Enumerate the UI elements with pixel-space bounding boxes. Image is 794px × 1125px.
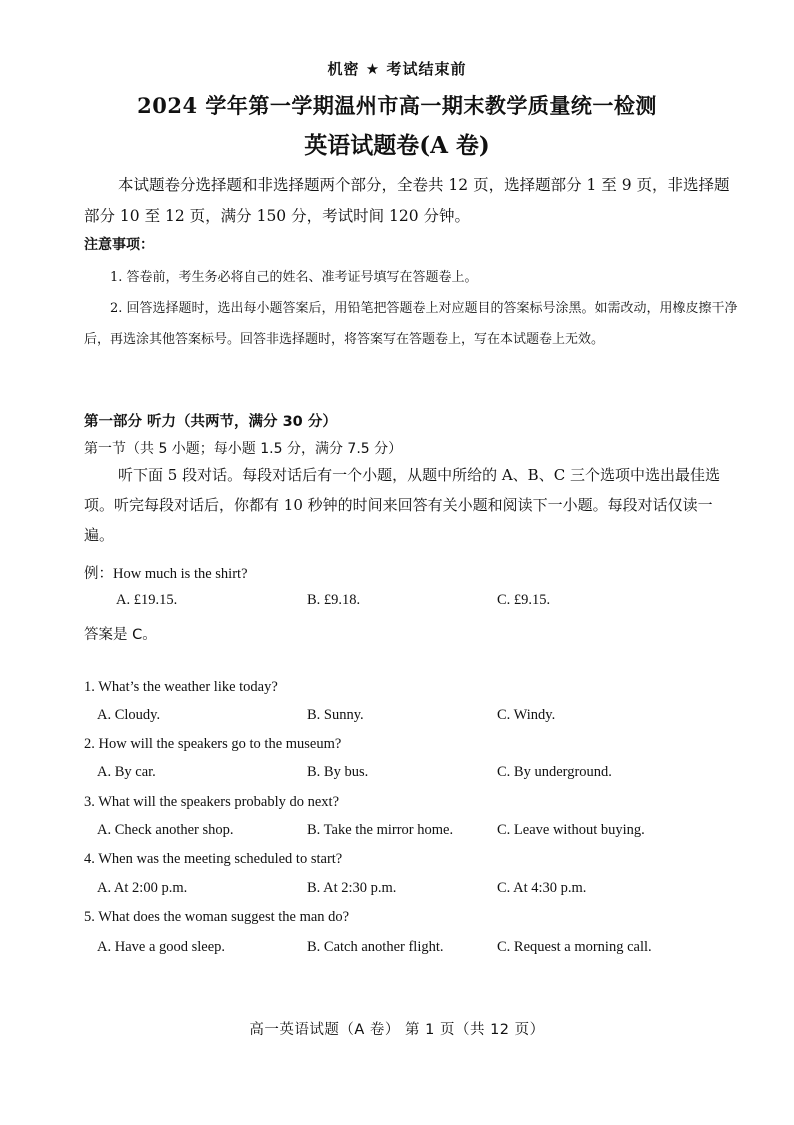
option-1b: B. Sunny.	[307, 707, 364, 723]
example-option-a: A. £19.15.	[116, 592, 178, 608]
option-1c: C. Windy.	[497, 707, 556, 723]
exam-title: 2024 学年第一学期温州市高一期末教学质量统一检测	[137, 93, 657, 118]
question-4: 4. When was the meeting scheduled to start?	[84, 851, 343, 867]
question-5: 5. What does the woman suggest the man do?	[84, 909, 350, 925]
example-question: 例：How much is the shirt?	[84, 566, 248, 582]
confidential-label: 机密 ★ 考试结束前	[327, 60, 467, 78]
notice-heading: 注意事项：	[84, 237, 154, 253]
notice-item: 2. 回答选择题时，选出每小题答案后，用铅笔把答题卷上对应题目的答案标号涂黑。如需改动，用橡皮擦干净后，再选涂其他答案标号。回答非选择题时，将答案写在答题卷上，写在本试题卷上无效。	[84, 301, 738, 347]
page-footer: 高一英语试题（A 卷） 第 1 页（共 12 页）	[249, 1022, 545, 1038]
option-2c: C. By underground.	[497, 764, 612, 780]
option-4c: C. At 4:30 p.m.	[497, 880, 587, 896]
option-4b: B. At 2:30 p.m.	[307, 880, 397, 896]
example-answer: 答案是 C。	[84, 627, 157, 643]
listening-directions: 听下面 5 段对话。每段对话后有一个小题，从题中所给的 A、B、C 三个选项中选出最佳选项。听完每段对话后，你都有 10 秒钟的时间来回答有关小题和阅读下一小题。每段对话仅读一遍。	[84, 466, 720, 544]
option-5c: C. Request a morning call.	[497, 939, 652, 955]
option-3b: B. Take the mirror home.	[307, 822, 454, 838]
part-heading: 第一部分 听力（共两节，满分 30 分）	[84, 414, 337, 430]
question-1: 1. What’s the weather like today?	[84, 679, 278, 695]
option-3c: C. Leave without buying.	[497, 822, 645, 838]
section-heading: 第一节（共 5 小题；每小题 1.5 分，满分 7.5 分）	[84, 441, 403, 457]
notice-item: 1. 答卷前，考生务必将自己的姓名、准考证号填写在答题卷上。	[110, 270, 478, 285]
option-3a: A. Check another shop.	[97, 822, 234, 838]
question-2: 2. How will the speakers go to the museum?	[84, 736, 342, 752]
question-3: 3. What will the speakers probably do next?	[84, 794, 340, 810]
option-2a: A. By car.	[97, 764, 156, 780]
option-5a: A. Have a good sleep.	[97, 939, 226, 955]
option-2b: B. By bus.	[307, 764, 369, 780]
option-5b: B. Catch another flight.	[307, 939, 444, 955]
intro-paragraph	[84, 170, 744, 232]
example-option-b: B. £9.18.	[307, 592, 361, 608]
intro-text: 本试题卷分选择题和非选择题两个部分，全卷共 12 页，选择题部分 1 至 9 页，非选择题部分 10 至 12 页，满分 150 分，考试时间 120 分钟。	[84, 176, 730, 225]
example-option-c: C. £9.15.	[497, 592, 551, 608]
option-1a: A. Cloudy.	[97, 707, 161, 723]
paper-title: 英语试题卷(A 卷)	[304, 132, 490, 159]
option-4a: A. At 2:00 p.m.	[97, 880, 188, 896]
